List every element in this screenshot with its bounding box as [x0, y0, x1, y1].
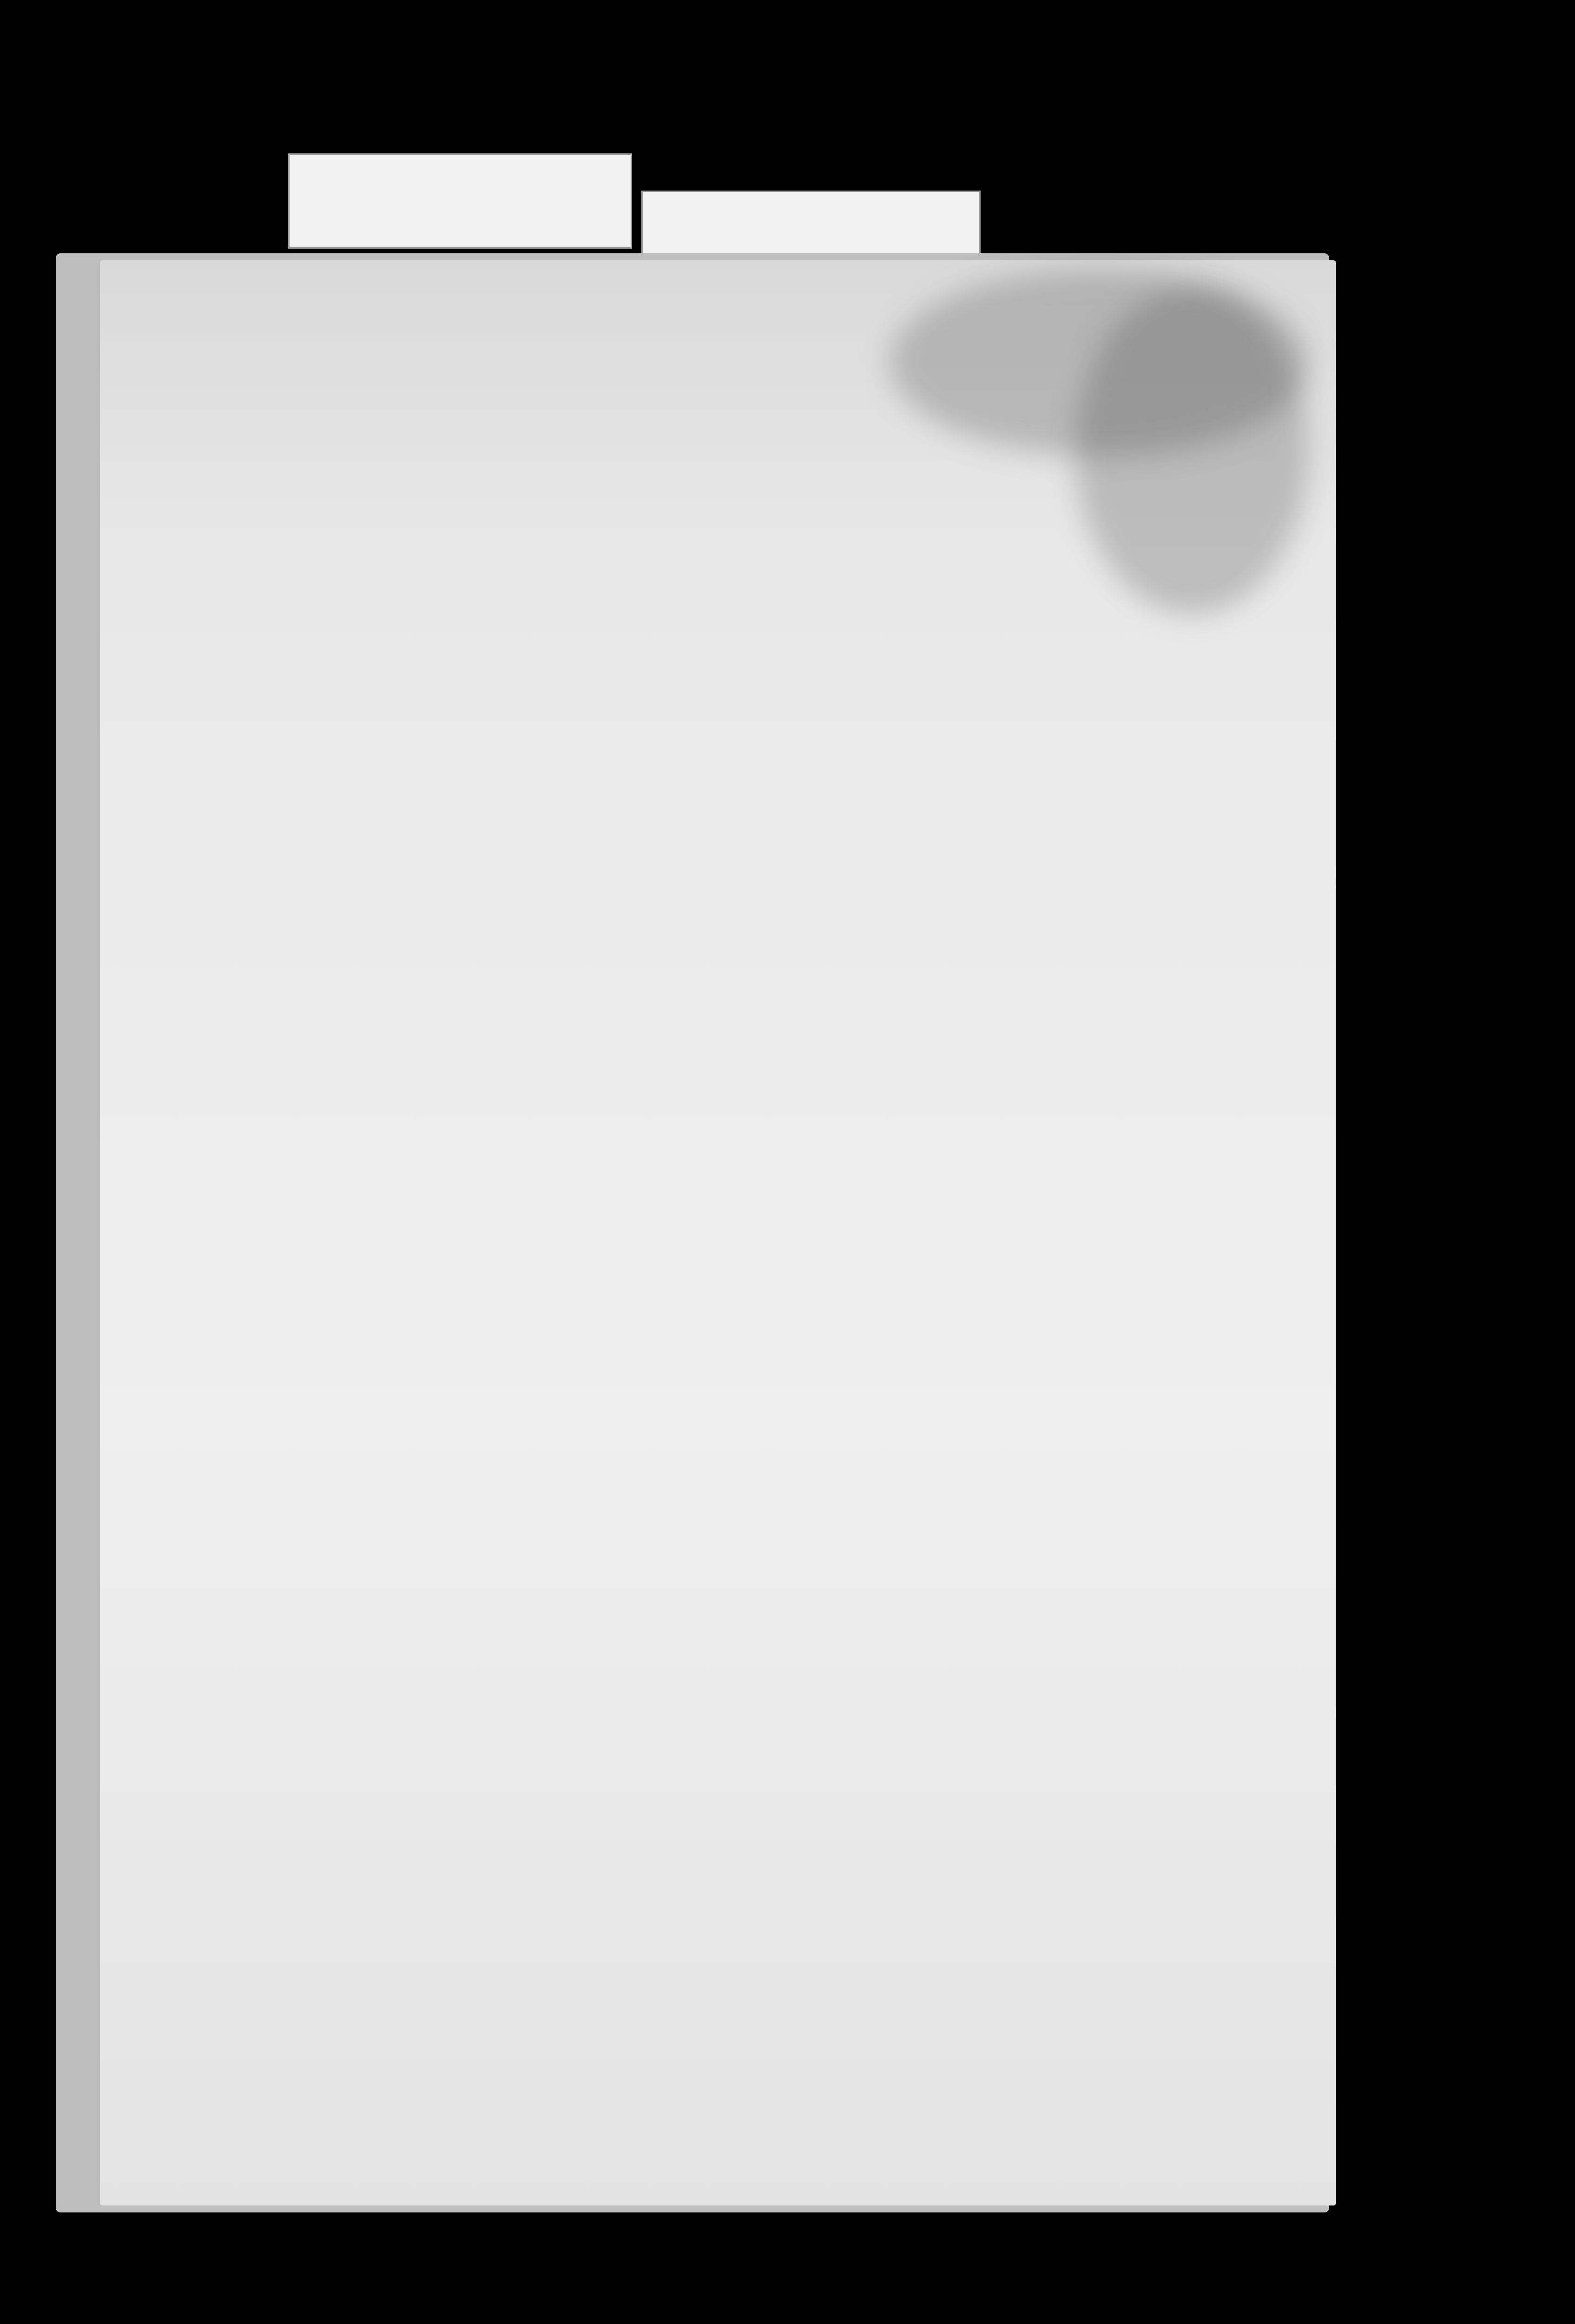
header-in-18-year: [848, 490, 895, 630]
damaged-document-tag: [288, 153, 632, 249]
header-by-revision: [753, 490, 797, 630]
header-by-metric: [799, 490, 846, 630]
faded-document-tag: [641, 191, 981, 260]
header-revision-order: [265, 490, 316, 630]
header-current-order: [207, 490, 258, 630]
header-female-years: [1225, 493, 1280, 627]
